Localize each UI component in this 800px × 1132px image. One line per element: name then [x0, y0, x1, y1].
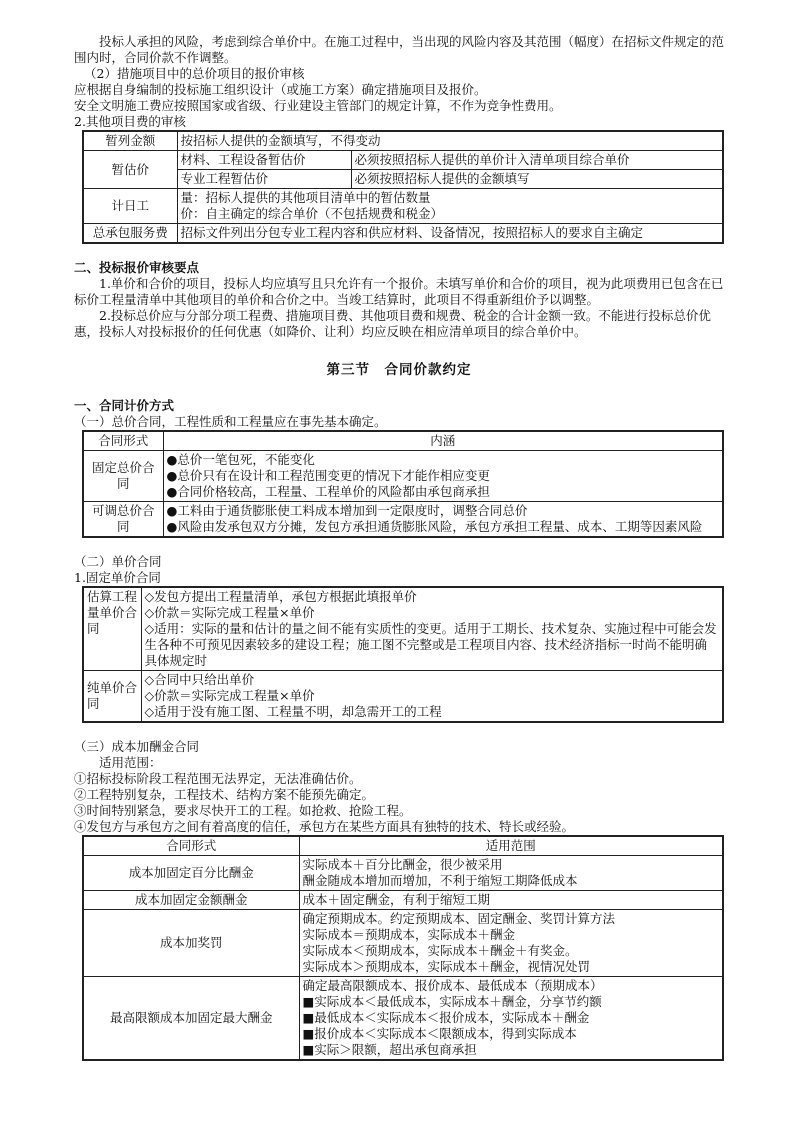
- column-header: 合同形式: [83, 431, 163, 451]
- desc-line: 实际成本＞预期成本，实际成本＋酬金，视情况处罚: [302, 959, 591, 974]
- unit-price-table: [82, 586, 724, 723]
- table-row: [83, 170, 723, 189]
- row-sub: 专业工程暂估价: [177, 170, 351, 189]
- desc-line: ●工料由于通货膨胀使工料成本增加到一定限度时，调整合同总价: [166, 503, 528, 518]
- column-header: 内涵: [163, 431, 723, 451]
- row-desc: 按招标人提供的金额填写，不得变动: [177, 131, 723, 151]
- row-name: 成本加固定金额酬金: [83, 891, 299, 910]
- table-header-row: [83, 431, 723, 451]
- table-header-row: [83, 836, 723, 856]
- row-desc: 必须按照招标人提供的单价计入清单项目综合单价: [351, 151, 723, 170]
- label-scope: 适用范围：: [99, 755, 162, 770]
- paragraph-safety-fee: 安全文明施工费应按照国家或省级、行业建设主管部门的规定计算，不作为竞争性费用。: [74, 98, 562, 113]
- table-row: [83, 131, 723, 151]
- list-item: ④发包方与承包方之间有着高度的信任，承包方在某些方面具有独特的技术、特长或经验。: [74, 819, 575, 834]
- row-name: 估算工程量单价合同: [83, 587, 141, 671]
- desc-line: ◇适用：实际的量和估计的量之间不能有实质性的变更。适用于工期长、技术复杂、实施过程中可能会发生各种不可预见因素较多的建设工程；施工图不完整或是工程项目内容、技术经济指标一时尚不能明确具体规定时: [144, 621, 717, 668]
- list-item: ①招标投标阶段工程范围无法界定，无法准确估价。: [74, 771, 362, 786]
- table-row: [83, 891, 723, 910]
- list-item: ②工程特别复杂，工程技术、结构方案不能预先确定。: [74, 787, 375, 802]
- heading-measure-review: （2）措施项目中的总价项目的报价审核: [84, 66, 305, 81]
- desc-line: ■最低成本＜实际成本＜报价成本，实际成本＋酬金: [302, 1010, 590, 1025]
- row-name: 计日工: [83, 189, 177, 224]
- row-name: 成本加固定百分比酬金: [83, 856, 299, 891]
- row-desc: [299, 977, 723, 1061]
- desc-line: ◇适用于没有施工图、工程量不明，却急需开工的工程: [144, 704, 442, 719]
- table-row: [83, 587, 723, 671]
- row-desc: [177, 189, 723, 224]
- row-name: 成本加奖罚: [83, 910, 299, 977]
- table-row: [83, 224, 723, 244]
- desc-line: ●合同价格较高，工程量、工程单价的风险都由承包商承担: [166, 484, 490, 499]
- desc-line: 实际成本＋百分比酬金，很少被采用: [302, 857, 503, 872]
- desc-line: ●总价只有在设计和工程范围变更的情况下才能作相应变更: [166, 468, 490, 483]
- desc-line: ■报价成本＜实际成本＜限额成本，得到实际成本: [302, 1026, 577, 1041]
- row-desc: [163, 502, 723, 538]
- row-sub: 材料、工程设备暂估价: [177, 151, 351, 170]
- other-items-table: [82, 130, 724, 244]
- desc-line: 价：自主确定的综合单价（不包括规费和税金）: [180, 206, 444, 221]
- desc-line: 酬金随成本增加而增加，不利于缩短工期降低成本: [302, 873, 578, 888]
- row-desc: 必须按照招标人提供的金额填写: [351, 170, 723, 189]
- table-row: [83, 977, 723, 1061]
- desc-line: ●风险由发承包双方分摊，发包方承担通货膨胀风险，承包方承担工程量、成本、工期等因素风险: [166, 519, 703, 534]
- table-row: [83, 910, 723, 977]
- table-row: [83, 151, 723, 170]
- heading-review-points: 二、投标报价审核要点: [74, 260, 200, 275]
- row-desc: [163, 451, 723, 502]
- desc-line: ◇发包方提出工程量清单，承包方根据此填报单价: [144, 589, 417, 604]
- row-desc: [141, 671, 723, 723]
- desc-line: ◇合同中只给出单价: [144, 672, 255, 687]
- row-name: 总承包服务费: [83, 224, 177, 244]
- paragraph-review-1: 1.单价和合价的项目，投标人均应填写且只允许有一个报价。未填写单价和合价的项目，视为此项费用已包含在已标价工程量清单中其他项目的单价和合价之中。当竣工结算时，此项目不得重新组价予以调整。: [74, 276, 724, 307]
- desc-line: 确定预期成本。约定预期成本、固定酬金、奖罚计算方法: [302, 911, 616, 926]
- heading-cost-plus: （三）成本加酬金合同: [74, 739, 200, 754]
- heading-fixed-unit: 1.固定单价合同: [74, 570, 161, 585]
- row-name: 最高限额成本加固定最大酬金: [83, 977, 299, 1061]
- row-desc: [299, 910, 723, 977]
- paragraph-measure-basis: 应根据自身编制的投标施工组织设计（或施工方案）确定措施项目及报价。: [74, 82, 487, 97]
- desc-line: 实际成本＝预期成本，实际成本＋酬金: [302, 927, 516, 942]
- row-desc: [141, 587, 723, 671]
- lump-sum-table: [82, 430, 724, 538]
- column-header: 合同形式: [83, 836, 299, 856]
- row-name: 暂估价: [83, 151, 177, 189]
- desc-line: 成本＋固定酬金，有利于缩短工期: [302, 892, 491, 907]
- list-item: ③时间特别紧急，要求尽快开工的工程。如抢救、抢险工程。: [74, 803, 412, 818]
- paragraph-review-2: 2.投标总价应与分部分项工程费、措施项目费、其他项目费和规费、税金的合计金额一致。不能进行投标总价优惠，投标人对投标报价的任何优惠（如降价、让利）均应反映在相应清单项目的综合单价中。: [74, 308, 711, 339]
- table-row: [83, 451, 723, 502]
- row-name: 暂列金额: [83, 131, 177, 151]
- desc-line: ■实际＞限额，超出承包商承担: [302, 1042, 477, 1057]
- table-row: [83, 502, 723, 538]
- desc-line: ■实际成本＜最低成本，实际成本＋酬金，分享节约额: [302, 994, 602, 1009]
- desc-line: ●总价一笔包死，不能变化: [166, 452, 315, 467]
- desc-line: ◇价款＝实际完成工程量×单价: [144, 688, 315, 703]
- desc-line: ◇价款＝实际完成工程量×单价: [144, 605, 315, 620]
- row-desc: [299, 891, 723, 910]
- table-row: [83, 189, 723, 224]
- desc-line: 实际成本＜预期成本，实际成本＋酬金＋有奖金。: [302, 943, 578, 958]
- row-name: 纯单价合同: [83, 671, 141, 723]
- row-name: 可调总价合同: [83, 502, 163, 538]
- table-row: [83, 671, 723, 723]
- document-page: [74, 34, 724, 1061]
- paragraph-risk: 投标人承担的风险，考虑到综合单价中。在施工过程中，当出现的风险内容及其范围（幅度）在招标文件规定的范围内时，合同价款不作调整。: [74, 34, 725, 65]
- heading-lump-sum: （一）总价合同，工程性质和工程量应在事先基本确定。: [74, 414, 387, 429]
- section-title: 第三节 合同价款约定: [326, 362, 472, 378]
- desc-line: 确定最高限额成本、报价成本、最低成本（预期成本）: [302, 978, 603, 993]
- row-name: 固定总价合同: [83, 451, 163, 502]
- heading-other-items: 2.其他项目费的审核: [74, 114, 186, 129]
- table-row: [83, 856, 723, 891]
- heading-pricing-method: 一、合同计价方式: [74, 398, 175, 413]
- heading-unit-price: （二）单价合同: [74, 554, 162, 569]
- row-desc: 招标文件列出分包专业工程内容和供应材料、设备情况，按照招标人的要求自主确定: [177, 224, 723, 244]
- column-header: 适用范围: [299, 836, 723, 856]
- desc-line: 量：招标人提供的其他项目清单中的暂估数量: [180, 190, 431, 205]
- row-desc: [299, 856, 723, 891]
- cost-plus-table: [82, 835, 724, 1061]
